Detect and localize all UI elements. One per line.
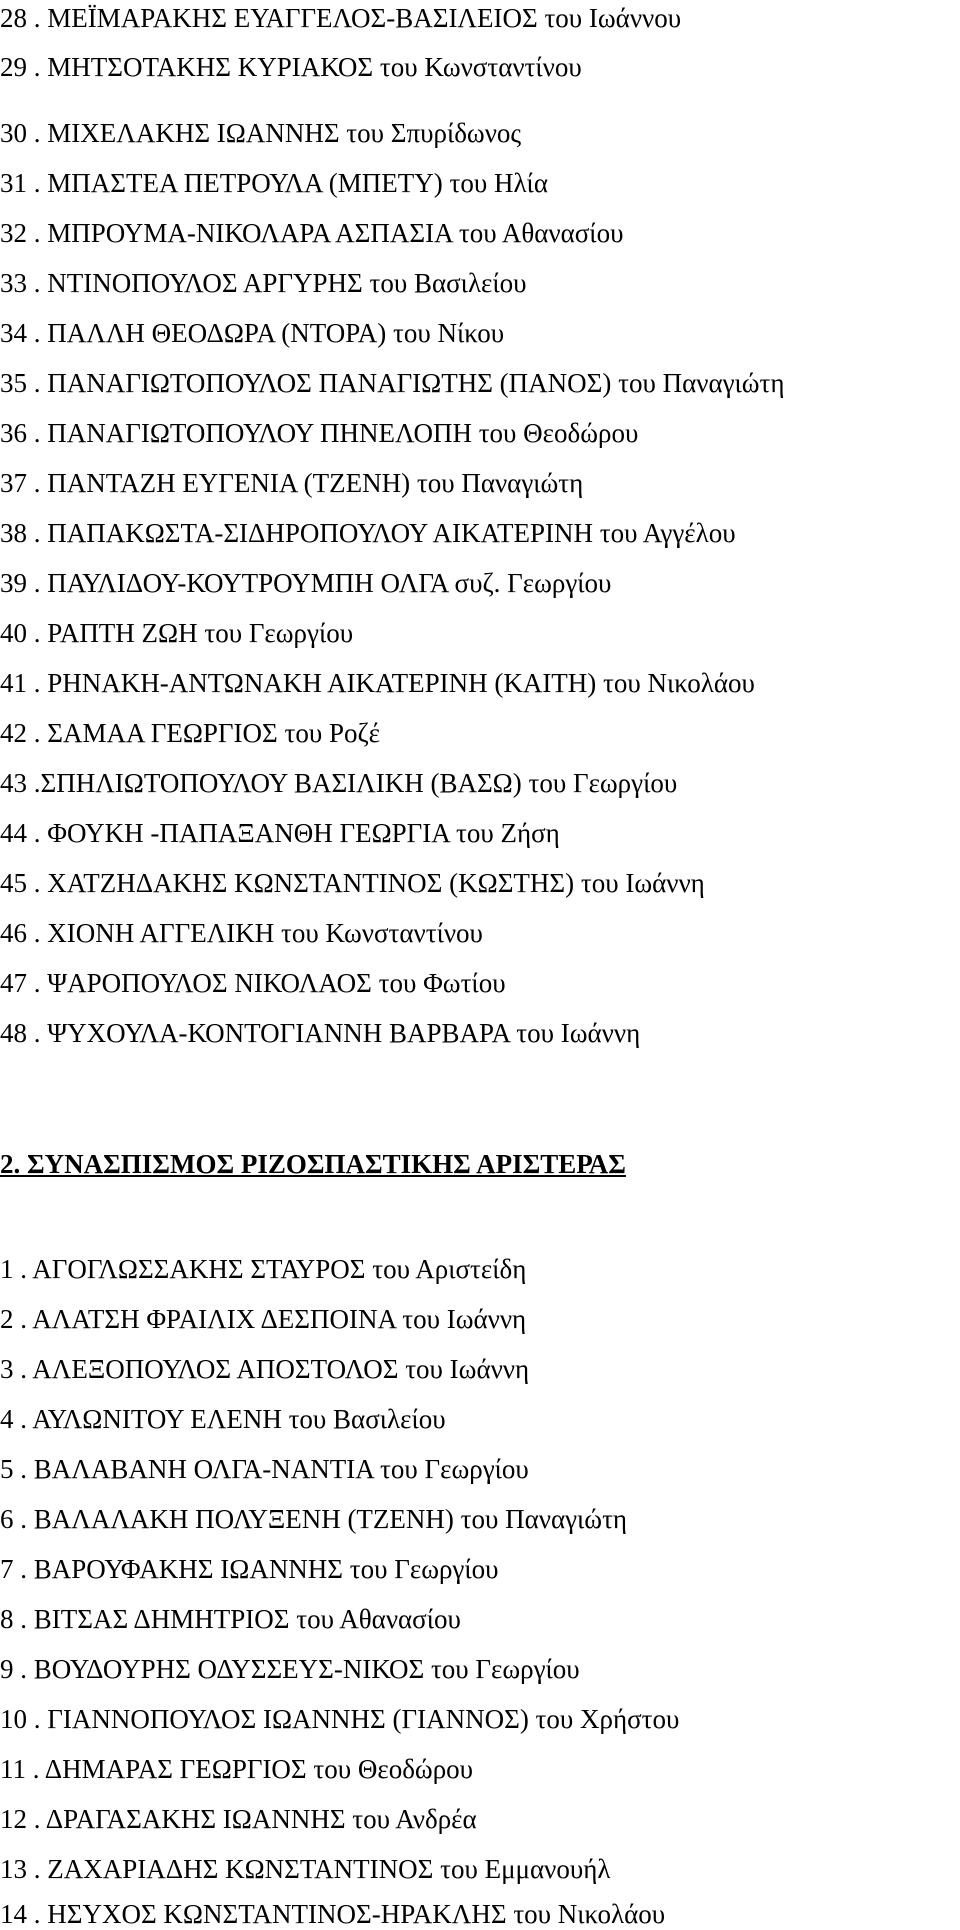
list-item: 1 . ΑΓΟΓΛΩΣΣΑΚΗΣ ΣΤΑΥΡΟΣ του Αριστείδη [0,1254,527,1284]
list-item: 40 . ΡΑΠΤΗ ΖΩΗ του Γεωργίου [0,618,354,648]
list-item: 4 . ΑΥΛΩΝΙΤΟΥ ΕΛΕΝΗ του Βασιλείου [0,1404,446,1434]
list-item: 48 . ΨΥΧΟΥΛΑ-ΚΟΝΤΟΓΙΑΝΝΗ ΒΑΡΒΑΡΑ του Ιωάννη [0,1018,641,1048]
list-item: 30 . ΜΙΧΕΛΑΚΗΣ ΙΩΑΝΝΗΣ του Σπυρίδωνος [0,118,522,148]
list-item: 33 . ΝΤΙΝΟΠΟΥΛΟΣ ΑΡΓΥΡΗΣ του Βασιλείου [0,268,527,298]
list-item: 42 . ΣΑΜΑΑ ΓΕΩΡΓΙΟΣ του Ροζέ [0,718,380,748]
list-item: 2 . ΑΛΑΤΣΗ ΦΡΑΙΛΙΧ ΔΕΣΠΟΙΝΑ του Ιωάννη [0,1304,527,1334]
list-item: 9 . ΒΟΥΔΟΥΡΗΣ ΟΔΥΣΣΕΥΣ-ΝΙΚΟΣ του Γεωργίου [0,1654,580,1684]
list-item: 39 . ΠΑΥΛΙΔΟΥ-ΚΟΥΤΡΟΥΜΠΗ ΟΛΓΑ συζ. Γεωργίου [0,568,612,598]
list-item: 43 .ΣΠΗΛΙΩΤΟΠΟΥΛΟΥ ΒΑΣΙΛΙΚΗ (ΒΑΣΩ) του Γεωργίου [0,768,678,798]
list-item: 32 . ΜΠΡΟΥΜΑ-ΝΙΚΟΛΑΡΑ ΑΣΠΑΣΙΑ του Αθανασίου [0,218,624,248]
section-heading: 2. ΣΥΝΑΣΠΙΣΜΟΣ ΡΙΖΟΣΠΑΣΤΙΚΗΣ ΑΡΙΣΤΕΡΑΣ [0,1149,626,1179]
list-item: 31 . ΜΠΑΣΤΕΑ ΠΕΤΡΟΥΛΑ (ΜΠΕΤΥ) του Ηλία [0,168,548,198]
list-item: 13 . ΖΑΧΑΡΙΑΔΗΣ ΚΩΝΣΤΑΝΤΙΝΟΣ του Εμμανουήλ [0,1854,611,1884]
list-item: 34 . ΠΑΛΛΗ ΘΕΟΔΩΡΑ (ΝΤΟΡΑ) του Νίκου [0,318,505,348]
list-item: 14 . ΗΣΥΧΟΣ ΚΩΝΣΤΑΝΤΙΝΟΣ-ΗΡΑΚΛΗΣ του Νικολάου [0,1899,666,1929]
list-item: 10 . ΓΙΑΝΝΟΠΟΥΛΟΣ ΙΩΑΝΝΗΣ (ΓΙΑΝΝΟΣ) του Χρήστου [0,1704,680,1734]
list-item: 35 . ΠΑΝΑΓΙΩΤΟΠΟΥΛΟΣ ΠΑΝΑΓΙΩΤΗΣ (ΠΑΝΟΣ) του Παναγιώτη [0,368,785,398]
list-item: 41 . ΡΗΝΑΚΗ-ΑΝΤΩΝΑΚΗ ΑΙΚΑΤΕΡΙΝΗ (ΚΑΙΤΗ) του Νικολάου [0,668,755,698]
list-item: 29 . ΜΗΤΣΟΤΑΚΗΣ ΚΥΡΙΑΚΟΣ του Κωνσταντίνου [0,52,582,82]
list-item: 36 . ΠΑΝΑΓΙΩΤΟΠΟΥΛΟΥ ΠΗΝΕΛΟΠΗ του Θεοδώρου [0,418,639,448]
list-item: 45 . ΧΑΤΖΗΔΑΚΗΣ ΚΩΝΣΤΑΝΤΙΝΟΣ (ΚΩΣΤΗΣ) του Ιωάννη [0,868,705,898]
list-item: 46 . ΧΙΟΝΗ ΑΓΓΕΛΙΚΗ του Κωνσταντίνου [0,918,483,948]
list-item: 12 . ΔΡΑΓΑΣΑΚΗΣ ΙΩΑΝΝΗΣ του Ανδρέα [0,1804,477,1834]
list-item: 5 . ΒΑΛΑΒΑΝΗ ΟΛΓΑ-ΝΑΝΤΙΑ του Γεωργίου [0,1454,529,1484]
list-item: 28 . ΜΕΪΜΑΡΑΚΗΣ ΕΥΑΓΓΕΛΟΣ-ΒΑΣΙΛΕΙΟΣ του Ιωάννου [0,3,682,33]
list-item: 38 . ΠΑΠΑΚΩΣΤΑ-ΣΙΔΗΡΟΠΟΥΛΟΥ ΑΙΚΑΤΕΡΙΝΗ του Αγγέλου [0,518,736,548]
list-item: 6 . ΒΑΛΑΛΑΚΗ ΠΟΛΥΞΕΝΗ (ΤΖΕΝΗ) του Παναγιώτη [0,1504,628,1534]
list-item: 47 . ΨΑΡΟΠΟΥΛΟΣ ΝΙΚΟΛΑΟΣ του Φωτίου [0,968,506,998]
list-item: 11 . ΔΗΜΑΡΑΣ ΓΕΩΡΓΙΟΣ του Θεοδώρου [0,1754,474,1784]
list-item: 7 . ΒΑΡΟΥΦΑΚΗΣ ΙΩΑΝΝΗΣ του Γεωργίου [0,1554,499,1584]
list-item: 3 . ΑΛΕΞΟΠΟΥΛΟΣ ΑΠΟΣΤΟΛΟΣ του Ιωάννη [0,1354,530,1384]
list-item: 37 . ΠΑΝΤΑΖΗ ΕΥΓΕΝΙΑ (ΤΖΕΝΗ) του Παναγιώτη [0,468,584,498]
list-item: 8 . ΒΙΤΣΑΣ ΔΗΜΗΤΡΙΟΣ του Αθανασίου [0,1604,461,1634]
list-item: 44 . ΦΟΥΚΗ -ΠΑΠΑΞΑΝΘΗ ΓΕΩΡΓΙΑ του Ζήση [0,818,560,848]
